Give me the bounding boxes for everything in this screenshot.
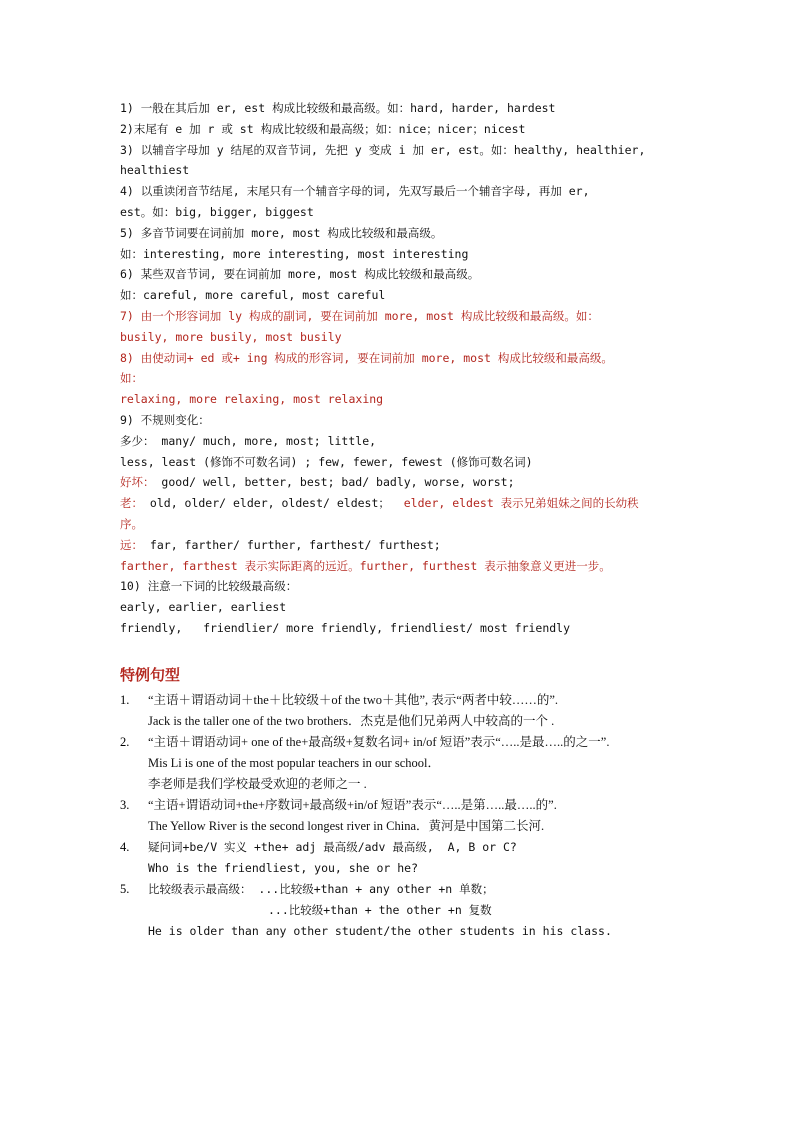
rule-line: est。如：big, bigger, biggest <box>120 204 314 219</box>
pattern-example: Who is the friendliest, you, she or he? <box>148 861 419 875</box>
rule-line: friendly, friendlier/ more friendly, friendliest/ most friendly <box>120 620 571 635</box>
pattern-structure: “主语＋谓语动词＋the＋比较级＋of the two＋其他”, 表示“两者中较……的”. <box>148 693 559 707</box>
comparison-rules <box>120 98 690 639</box>
pattern-item <box>120 690 720 732</box>
rule-line: 5) 多音节词要在词前加 more, most 构成比较级和最高级。 <box>120 225 443 240</box>
rule-line: relaxing, more relaxing, most relaxing <box>120 392 384 407</box>
rule-line: 如：careful, more careful, most careful <box>120 288 386 303</box>
rule-line: 如：interesting, more interesting, most interesting <box>120 246 469 261</box>
rule-line: 4) 以重读闭音节结尾, 末尾只有一个辅音字母的词, 先双写最后一个辅音字母, 再加 er, <box>120 184 590 199</box>
rule-line: 老： old, older/ elder, oldest/ eldest； elder, eldest 表示兄弟姐妹之间的长幼秩 <box>120 496 639 511</box>
pattern-example: Jack is the taller one of the two brothers．杰克是他们兄弟两人中较高的一个 . <box>148 714 555 728</box>
pattern-structure: 比较级表示最高级： ...比较级+than + any other +n 单数； <box>148 882 494 896</box>
rule-line: early, earlier, earliest <box>120 600 287 615</box>
pattern-example: 李老师是我们学校最受欢迎的老师之一 . <box>148 777 367 791</box>
rule-line: 3) 以辅音字母加 y 结尾的双音节词, 先把 y 变成 i 加 er, est。如：healthy, healthier, <box>120 142 646 157</box>
rule-line: 远： far, farther/ further, farthest/ furthest; <box>120 537 441 552</box>
pattern-example: He is older than any other student/the other students in his class. <box>148 924 612 938</box>
section-title: 特例句型 <box>120 666 181 684</box>
rule-line: 6) 某些双音节词, 要在词前加 more, most 构成比较级和最高级。 <box>120 267 480 282</box>
pattern-example: Mis Li is one of the most popular teachers in our school． <box>148 756 440 770</box>
rule-line: healthiest <box>120 163 190 178</box>
rule-line: 7) 由一个形容词加 ly 构成的副词, 要在词前加 more, most 构成比较级和最高级。如： <box>120 308 599 323</box>
rule-line: 2)末尾有 e 加 r 或 st 构成比较级和最高级；如：nice；nicer；nicest <box>120 121 526 136</box>
rule-line: busily, more busily, most busily <box>120 329 342 344</box>
rule-line: 10) 注意一下词的比较级最高级： <box>120 579 298 594</box>
rule-line: 1) 一般在其后加 er, est 构成比较级和最高级。如：hard, harder, hardest <box>120 101 556 115</box>
rule-line: 好坏： good/ well, better, best; bad/ badly, worse, worst; <box>120 475 515 490</box>
special-patterns-list <box>120 690 720 942</box>
pattern-number: 3. <box>120 798 130 812</box>
rule-line: 序。 <box>120 516 143 531</box>
rule-line: 8) 由使动词+ ed 或+ ing 构成的形容词, 要在词前加 more, most 构成比较级和最高级。 <box>120 350 613 365</box>
rule-line: 多少： many/ much, more, most; little, <box>120 433 377 448</box>
pattern-number: 5. <box>120 882 130 896</box>
rule-line: 如： <box>120 371 143 386</box>
rule-line: 9) 不规则变化： <box>120 412 210 427</box>
rule-line: farther, farthest 表示实际距离的远近。further, furthest 表示抽象意义更进一步。 <box>120 558 611 573</box>
pattern-item <box>120 795 720 837</box>
pattern-example: ...比较级+than + the other +n 复数 <box>268 903 492 917</box>
pattern-structure: “主语+谓语动词+the+序数词+最高级+in/of 短语”表示“…..是第…..最…..的”. <box>148 798 557 812</box>
rule-line: less, least (修饰不可数名词) ; few, fewer, fewest (修饰可数名词) <box>120 454 533 469</box>
pattern-number: 4. <box>120 840 130 854</box>
pattern-structure: “主语＋谓语动词+ one of the+最高级+复数名词+ in/of 短语”表示“…..是最…..的之一”. <box>148 735 610 749</box>
pattern-item <box>120 879 720 942</box>
pattern-number: 2. <box>120 735 130 749</box>
pattern-example: The Yellow River is the second longest river in China．黄河是中国第二长河. <box>148 819 545 833</box>
pattern-number: 1. <box>120 693 130 707</box>
pattern-structure: 疑问词+be/V 实义 +the+ adj 最高级/adv 最高级, A, B or C? <box>148 840 517 854</box>
pattern-item <box>120 837 720 879</box>
pattern-item <box>120 732 720 795</box>
